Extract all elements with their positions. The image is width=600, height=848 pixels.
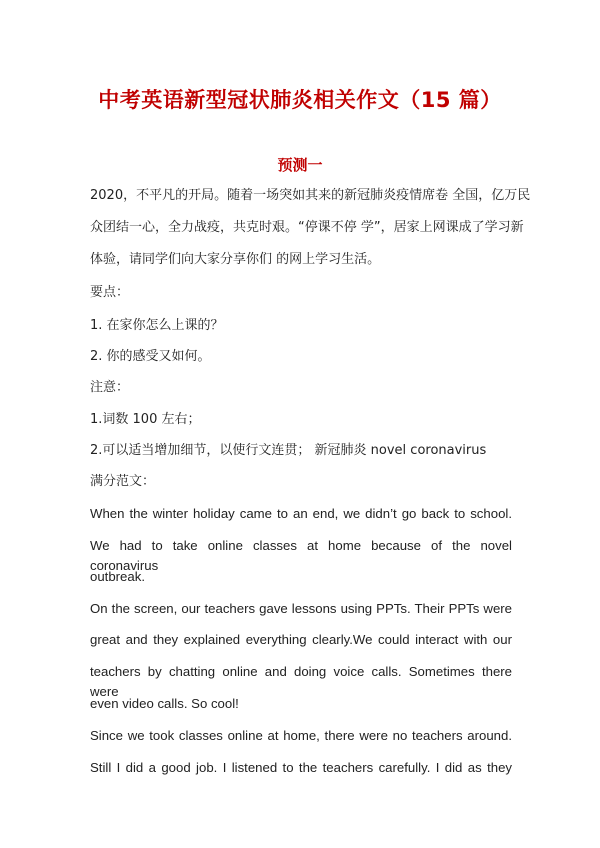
point-item: 2. 你的感受又如何。 [90, 349, 211, 364]
points-label: 要点： [90, 285, 130, 300]
note-item: 1.词数 100 左右； [90, 412, 201, 427]
intro-line: 体验，请同学们向大家分享你们 的网上学习生活。 [90, 252, 381, 267]
essay-line: teachers by chatting online and doing voice calls. Sometimes there were [90, 664, 512, 699]
sample-essay-label: 满分范文： [90, 474, 156, 489]
intro-line: 众团结一心，全力战疫，共克时艰。“停课不停 学”，居家上网课成了学习新 [90, 220, 524, 235]
note-item: 2.可以适当增加细节，以使行文连贯； 新冠肺炎 novel coronavirus [90, 443, 487, 458]
essay-line: We had to take online classes at home because of the novel coronavirus [90, 538, 512, 573]
essay-line: even video calls. So cool! [90, 696, 239, 711]
notes-label: 注意： [90, 380, 130, 395]
essay-line: On the screen, our teachers gave lessons using PPTs. Their PPTs were [90, 601, 512, 616]
essay-line: Still I did a good job. I listened to the teachers carefully. I did as they [90, 760, 512, 775]
essay-line: outbreak. [90, 569, 145, 584]
essay-line: When the winter holiday came to an end, we didn’t go back to school. [90, 506, 512, 521]
essay-line: great and they explained everything clearly.We could interact with our [90, 632, 512, 647]
intro-line: 2020，不平凡的开局。随着一场突如其来的新冠肺炎疫情席卷 全国，亿万民 [90, 188, 531, 203]
section-heading: 预测一 [277, 156, 323, 174]
point-item: 1. 在家你怎么上课的？ [90, 318, 224, 333]
document-title: 中考英语新型冠状肺炎相关作文（15 篇） [98, 88, 502, 112]
essay-line: Since we took classes online at home, there were no teachers around. [90, 728, 512, 743]
